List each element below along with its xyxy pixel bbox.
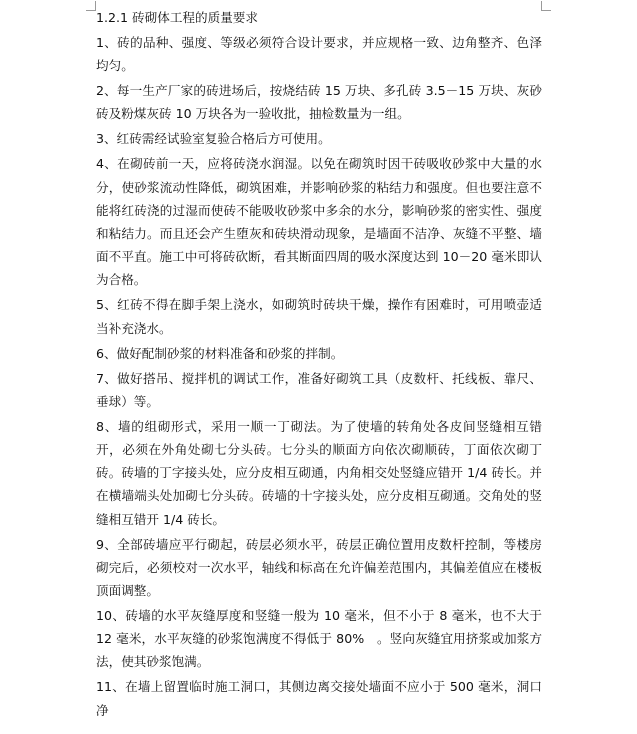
paragraph-8: 8、墙的组砌形式，采用一顺一丁砌法。为了使墙的转角处各皮间竖缝相互错开，必须在外角处砌七分头砖。七分头的顺面方向依次砌顺砖，丁面依次砌丁砖。砖墙的丁字接头处，应分皮相互砌通，内角相交处竖缝应错开 1/4 砖长。并在横墙端头处加砌七分头砖。砖墙的十字接头处，应分皮相互砌通。交角处的竖缝相互错开 1/4 砖长。 <box>96 418 542 527</box>
paragraph-5: 5、红砖不得在脚手架上浇水，如砌筑时砖块干燥，操作有困难时，可用喷壶适当补充浇水。 <box>96 297 542 336</box>
paragraph-7: 7、做好搭吊、搅拌机的调试工作，准备好砌筑工具（皮数杆、托线板、靠尺、垂球）等。 <box>96 370 542 409</box>
paragraph-6: 6、做好配制砂浆的材料准备和砂浆的拌制。 <box>96 345 344 361</box>
paragraph-2: 2、每一生产厂家的砖进场后，按烧结砖 15 万块、多孔砖 3.5－15 万块、灰砂砖及粉煤灰砖 10 万块各为一验收批，抽检数量为一组。 <box>96 83 542 122</box>
section-heading: 1.2.1 砖砌体工程的质量要求 <box>96 10 258 25</box>
page-corner-mark-left <box>86 1 96 11</box>
paragraph-10: 10、砖墙的水平灰缝厚度和竖缝一般为 10 毫米，但不小于 8 毫米，也不大于 12 毫米，水平灰缝的砂浆饱满度不得低于 80% 。竖向灰缝宜用挤浆或加浆方法，使其砂浆饱满。 <box>96 608 542 670</box>
paragraph-4: 4、在砌砖前一天，应将砖浇水润湿。以免在砌筑时因干砖吸收砂浆中大量的水分，使砂浆流动性降低，砌筑困难，并影响砂浆的粘结力和强度。但也要注意不能将红砖浇的过湿而使砖不能吸收砂浆中多余的水分，影响砂浆的密实性、强度和粘结力。而且还会产生堕灰和砖块滑动现象，是墙面不洁净、灰缝不平整、墙面不平直。施工中可将砖砍断，看其断面四周的吸水深度达到 10－20 毫米即认为合格。 <box>96 156 542 288</box>
paragraph-9: 9、全部砖墙应平行砌起，砖层必须水平，砖层正确位置用皮数杆控制，等楼房砌完后，必须校对一次水平，轴线和标高在允许偏差范围内，其偏差值应在楼板顶面调整。 <box>96 536 542 599</box>
paragraph-11: 11、在墙上留置临时施工洞口，其侧边离交接处墙面不应小于 500 毫米，洞口净 <box>96 679 542 718</box>
page-corner-mark-right <box>541 1 551 11</box>
document-page <box>96 6 542 724</box>
paragraph-1: 1、砖的品种、强度、等级必须符合设计要求，并应规格一致、边角整齐、色泽均匀。 <box>96 35 542 74</box>
paragraph-3: 3、红砖需经试验室复验合格后方可使用。 <box>96 131 331 147</box>
